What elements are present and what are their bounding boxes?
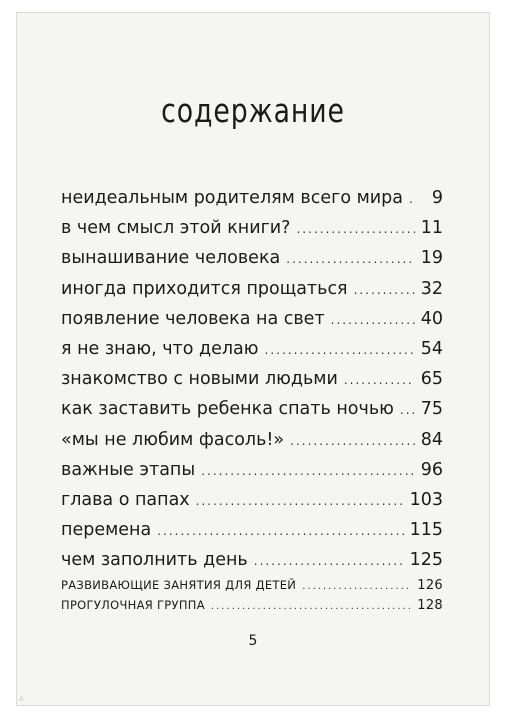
page-title: содержание (161, 91, 345, 130)
toc-subentry (61, 575, 443, 595)
toc-entry (61, 545, 443, 575)
toc-entry (61, 455, 443, 485)
toc-entry-page: 9 (431, 188, 443, 208)
toc-entry-title: глава о папах (61, 489, 190, 510)
dot-leader (254, 546, 404, 576)
dot-leader (211, 597, 411, 617)
toc-entry (61, 334, 443, 364)
toc-entry (61, 425, 443, 455)
toc-entry-page: 96 (420, 459, 443, 480)
toc-subentry-page: 126 (417, 578, 443, 594)
dot-leader (344, 365, 415, 395)
toc-entry-page: 54 (420, 338, 443, 359)
toc-entry-page: 32 (420, 278, 443, 299)
toc-entry-title: неидеальным родителям всего мира (61, 188, 403, 208)
dot-leader (286, 244, 414, 274)
toc-entry-title: как заставить ребенка спать ночью (61, 399, 394, 420)
toc-subentry-title: ПРОГУЛОЧНАЯ ГРУППА (61, 598, 205, 613)
toc-entry-title: в чем смысл этой книги? (61, 218, 291, 239)
toc-entry (61, 243, 443, 273)
dot-leader (302, 577, 411, 597)
dot-leader (196, 486, 404, 516)
toc-entry-page: 75 (420, 399, 443, 420)
toc-entry-page: 125 (409, 550, 443, 571)
toc-entry-title: иногда приходится прощаться (61, 278, 348, 299)
toc-entry-page: 11 (420, 218, 443, 239)
toc-entry-title: появление человека на свет (61, 308, 325, 329)
table-of-contents (61, 183, 443, 615)
toc-entry-title: перемена (61, 520, 152, 541)
toc-entry-page: 65 (420, 369, 443, 390)
toc-entry-title: вынашивание человека (61, 248, 281, 269)
dot-leader (265, 335, 415, 365)
toc-entry-page: 40 (420, 308, 443, 329)
toc-entry (61, 364, 443, 394)
toc-entry-page: 84 (420, 429, 443, 450)
toc-entry (61, 213, 443, 243)
toc-entry-page: 103 (409, 489, 443, 510)
toc-entry (61, 394, 443, 424)
dot-leader (409, 184, 415, 214)
toc-entry (61, 274, 443, 304)
toc-entry-title: я не знаю, что делаю (61, 338, 259, 359)
dot-leader (157, 516, 403, 546)
toc-entry-title: «мы не любим фасоль!» (61, 429, 285, 450)
toc-entry-title: знакомство с новыми людьми (61, 369, 338, 390)
toc-entry-title: важные этапы (61, 459, 196, 480)
dot-leader (331, 305, 415, 335)
toc-subentry-title: РАЗВИВАЮЩИЕ ЗАНЯТИЯ ДЛЯ ДЕТЕЙ (61, 578, 297, 593)
dot-leader (354, 275, 415, 305)
dot-leader (296, 214, 414, 244)
toc-entry (61, 515, 443, 545)
book-page (16, 12, 490, 706)
toc-entry (61, 485, 443, 515)
toc-entry-page: 19 (420, 248, 443, 269)
dot-leader (201, 456, 415, 486)
dot-leader (290, 426, 415, 456)
dot-leader (400, 395, 415, 425)
corner-mark: A (19, 695, 24, 703)
toc-entry (61, 183, 443, 213)
toc-entry (61, 304, 443, 334)
page-number: 5 (248, 633, 258, 649)
toc-subentry-page: 128 (417, 598, 443, 614)
toc-entry-page: 115 (409, 520, 443, 541)
toc-entry-title: чем заполнить день (61, 550, 248, 571)
toc-subentry (61, 595, 443, 615)
